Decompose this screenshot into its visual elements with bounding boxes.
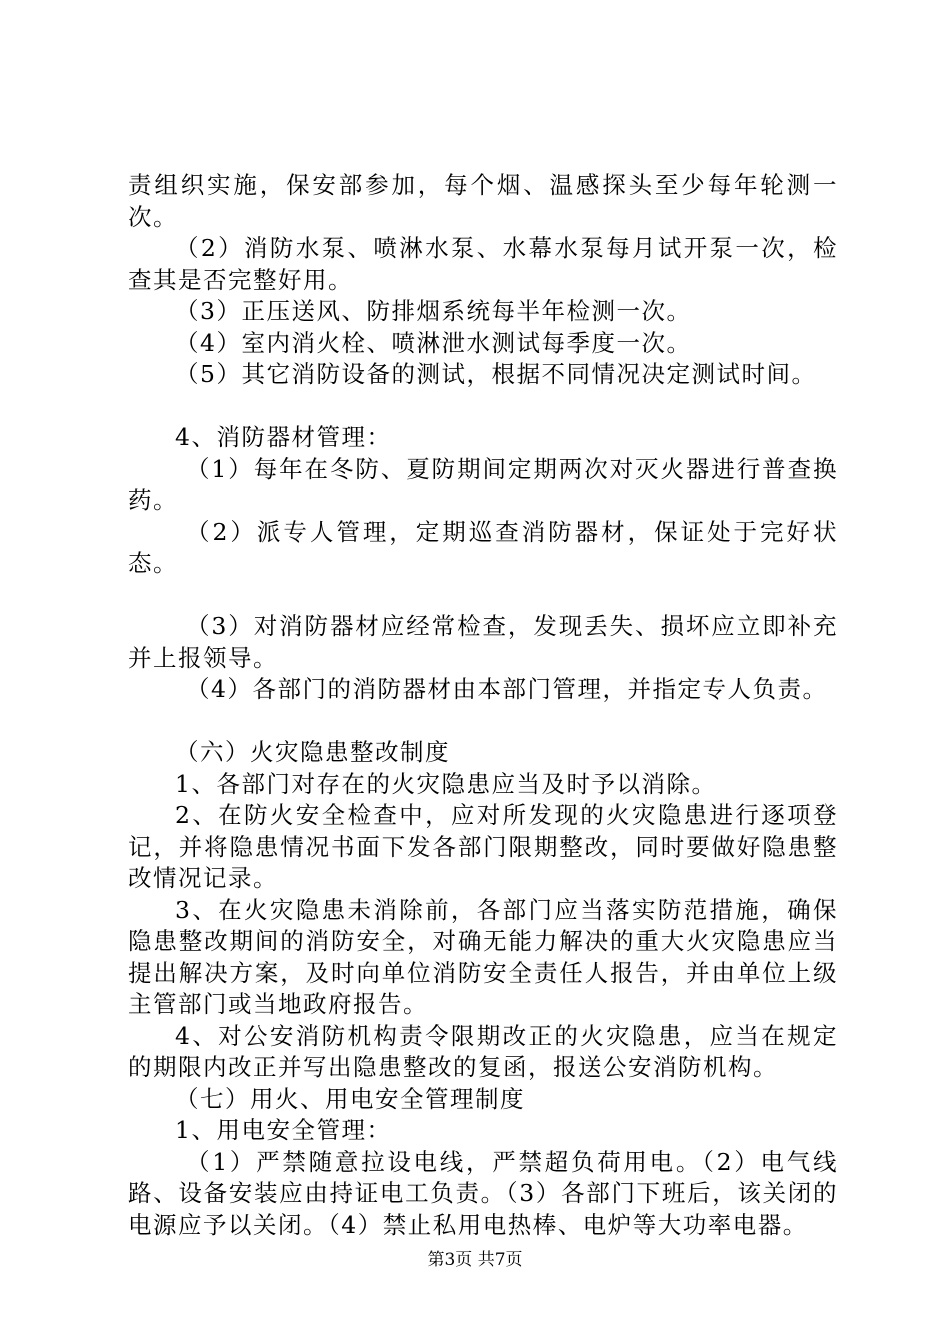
paragraph: 责组织实施，保安部参加，每个烟、温感探头至少每年轮测一次。 xyxy=(128,171,838,231)
section-heading: （六）火灾隐患整改制度 xyxy=(175,738,450,766)
document-body xyxy=(128,170,838,1241)
paragraph: 1、各部门对存在的火灾隐患应当及时予以消除。 xyxy=(175,769,717,798)
paragraph: （1）每年在冬防、夏防期间定期两次对灭火器进行普查换药。 xyxy=(128,454,838,514)
section-heading: 4、消防器材管理： xyxy=(175,423,392,451)
paragraph: （4）各部门的消防器材由本部门管理，并指定专人负责。 xyxy=(186,675,828,703)
paragraph: （4）室内消火栓、喷淋泄水测试每季度一次。 xyxy=(175,328,692,357)
paragraph: （5）其它消防设备的测试，根据不同情况决定测试时间。 xyxy=(175,360,817,388)
paragraph-spacer xyxy=(128,391,838,423)
paragraph: 4、对公安消防机构责令限期改正的火灾隐患，应当在规定的期限内改正并写出隐患整改的复函，报送公安消防机构。 xyxy=(128,1021,838,1081)
paragraph: （2）消防水泵、喷淋水泵、水幕水泵每月试开泵一次，检查其是否完整好用。 xyxy=(128,234,838,294)
paragraph-spacer xyxy=(128,580,838,612)
paragraph: （1）严禁随意拉设电线，严禁超负荷用电。（2）电气线路、设备安装应由持证电工负责。（3）各部门下班后，该关闭的电源应予以关闭。（4）禁止私用电热棒、电炉等大功率电器。 xyxy=(128,1147,838,1239)
paragraph: 3、在火灾隐患未消除前，各部门应当落实防范措施，确保隐患整改期间的消防安全，对确无能力解决的重大火灾隐患应当提出解决方案，及时向单位消防安全责任人报告，并由单位上级主管部门或当地政府报告。 xyxy=(128,895,838,1018)
page-footer: 第3页 共7页 xyxy=(427,1250,523,1270)
section-heading: 1、用电安全管理： xyxy=(175,1116,392,1144)
paragraph-spacer xyxy=(128,706,838,738)
paragraph: （3）正压送风、防排烟系统每半年检测一次。 xyxy=(175,297,692,325)
paragraph: （3）对消防器材应经常检查，发现丢失、损坏应立即补充并上报领导。 xyxy=(128,612,838,672)
section-heading: （七）用火、用电安全管理制度 xyxy=(175,1084,525,1113)
paragraph: （2）派专人管理，定期巡查消防器材，保证处于完好状态。 xyxy=(128,517,838,577)
paragraph: 2、在防火安全检查中，应对所发现的火灾隐患进行逐项登记，并将隐患情况书面下发各部门限期整改，同时要做好隐患整改情况记录。 xyxy=(128,801,838,892)
